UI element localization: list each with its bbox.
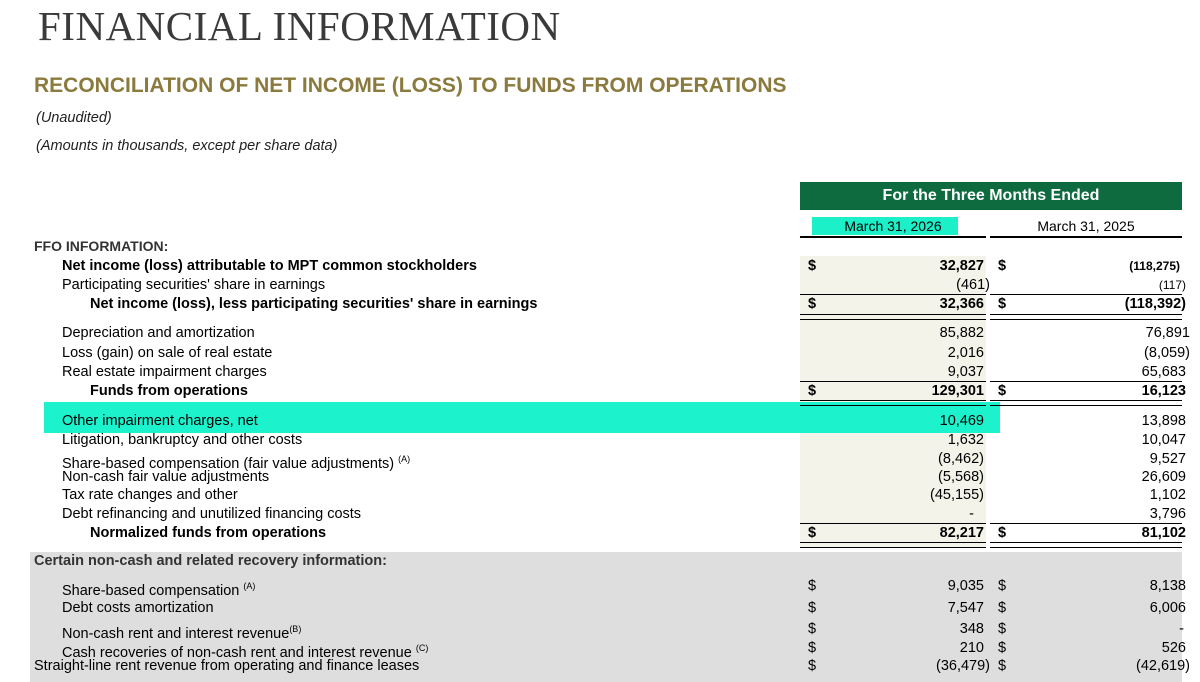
value-2026: 210 bbox=[959, 640, 984, 656]
currency-symbol: $ bbox=[998, 383, 1007, 399]
row-label: Participating securities' share in earnings bbox=[62, 277, 326, 293]
value-2026: (461) bbox=[956, 277, 990, 293]
footnote-marker: (A) bbox=[243, 581, 256, 591]
currency-symbol: $ bbox=[998, 578, 1007, 594]
ffo-section-heading: FFO INFORMATION: bbox=[34, 238, 169, 254]
column-header-2026: March 31, 2026 bbox=[844, 218, 942, 234]
row-label: Depreciation and amortization bbox=[62, 325, 255, 341]
value-2025: 8,138 bbox=[1149, 578, 1186, 594]
row-label: Non-cash fair value adjustments bbox=[62, 469, 270, 485]
value-2026: 7,547 bbox=[947, 600, 984, 616]
table-row bbox=[0, 324, 1200, 343]
value-2026: 85,882 bbox=[939, 325, 984, 341]
table-row bbox=[0, 431, 1200, 450]
table-row bbox=[0, 412, 1200, 431]
table-row bbox=[0, 257, 1200, 276]
table-row bbox=[0, 344, 1200, 363]
value-2025: 81,102 bbox=[1141, 525, 1186, 541]
table-row bbox=[0, 524, 1200, 543]
value-2025: - bbox=[1179, 621, 1184, 637]
page-title: FINANCIAL INFORMATION bbox=[38, 3, 561, 49]
table-row bbox=[0, 577, 1200, 599]
table-row bbox=[0, 295, 1200, 314]
row-label: Funds from operations bbox=[90, 383, 248, 399]
total-rule bbox=[990, 314, 1182, 320]
footnote-marker: (B) bbox=[289, 624, 302, 634]
row-label: Straight-line rent revenue from operating and finance leases bbox=[34, 658, 420, 674]
row-label: Real estate impairment charges bbox=[62, 364, 267, 380]
footnote-marker: (A) bbox=[398, 454, 411, 464]
row-label: Loss (gain) on sale of real estate bbox=[62, 345, 273, 361]
value-2025: 1,102 bbox=[1149, 487, 1186, 503]
value-2025: 16,123 bbox=[1141, 383, 1186, 399]
currency-symbol: $ bbox=[998, 258, 1007, 274]
currency-symbol: $ bbox=[998, 640, 1007, 656]
currency-symbol: $ bbox=[808, 621, 817, 637]
row-label bbox=[62, 577, 255, 601]
value-2025: 9,527 bbox=[1149, 451, 1186, 467]
row-label-text: Cash recoveries of non-cash rent and interest revenue bbox=[62, 645, 412, 661]
column-header-rule-2025 bbox=[990, 236, 1182, 238]
non-cash-section-heading: Certain non-cash and related recovery information: bbox=[34, 553, 387, 569]
currency-symbol: $ bbox=[998, 621, 1007, 637]
value-2025: 65,683 bbox=[1141, 364, 1186, 380]
total-rule bbox=[800, 400, 986, 406]
value-2025: (42,619) bbox=[1135, 658, 1190, 674]
period-header-band: For the Three Months Ended bbox=[800, 182, 1182, 210]
value-2026: 1,632 bbox=[947, 432, 984, 448]
currency-symbol: $ bbox=[808, 578, 817, 594]
report-subtitle: RECONCILIATION OF NET INCOME (LOSS) TO FUNDS FROM OPERATIONS bbox=[34, 74, 787, 97]
value-2025: 13,898 bbox=[1141, 413, 1186, 429]
row-label: Net income (loss) attributable to MPT common stockholders bbox=[62, 258, 477, 274]
value-2025: (117) bbox=[1158, 278, 1186, 292]
table-row bbox=[0, 620, 1200, 642]
value-2026: (36,479) bbox=[935, 658, 990, 674]
table-row bbox=[0, 486, 1200, 505]
value-2025: 26,609 bbox=[1141, 469, 1186, 485]
value-2025: (118,275) bbox=[1129, 259, 1180, 273]
total-rule bbox=[990, 400, 1182, 406]
value-2026: 348 bbox=[959, 621, 984, 637]
value-2026: 82,217 bbox=[939, 525, 984, 541]
total-rule bbox=[990, 542, 1182, 548]
currency-symbol: $ bbox=[808, 525, 817, 541]
row-label: Debt costs amortization bbox=[62, 600, 214, 616]
currency-symbol: $ bbox=[808, 600, 817, 616]
value-2026: 9,037 bbox=[947, 364, 984, 380]
value-2026: (45,155) bbox=[929, 487, 984, 503]
row-label-text: Share-based compensation bbox=[62, 583, 240, 599]
row-label-text: Non-cash rent and interest revenue bbox=[62, 626, 290, 642]
amounts-note: (Amounts in thousands, except per share data) bbox=[36, 138, 338, 154]
value-2025: 526 bbox=[1161, 640, 1186, 656]
row-label: Normalized funds from operations bbox=[90, 525, 327, 541]
value-2025: 3,796 bbox=[1149, 506, 1186, 522]
column-header-2025: March 31, 2025 bbox=[1037, 218, 1135, 234]
currency-symbol: $ bbox=[808, 383, 817, 399]
value-2026: 2,016 bbox=[947, 345, 984, 361]
value-2025: (8,059) bbox=[1144, 345, 1190, 361]
value-2026: 10,469 bbox=[939, 413, 984, 429]
table-row bbox=[0, 276, 1200, 295]
value-2026: (8,462) bbox=[938, 451, 984, 467]
row-label: Net income (loss), less participating securities' share in earnings bbox=[90, 296, 538, 312]
currency-symbol: $ bbox=[998, 525, 1007, 541]
table-row bbox=[0, 468, 1200, 487]
currency-symbol: $ bbox=[998, 600, 1007, 616]
table-row bbox=[0, 363, 1200, 382]
table-row bbox=[0, 599, 1200, 618]
currency-symbol: $ bbox=[808, 258, 817, 274]
table-row bbox=[0, 639, 1200, 661]
value-2026: (5,568) bbox=[938, 469, 984, 485]
footnote-marker: (C) bbox=[415, 643, 429, 653]
total-rule bbox=[800, 542, 986, 548]
table-row bbox=[0, 450, 1200, 472]
table-row bbox=[0, 382, 1200, 401]
value-2025: (118,392) bbox=[1124, 296, 1186, 312]
table-row bbox=[0, 657, 1200, 676]
value-2026: 32,366 bbox=[939, 296, 984, 312]
value-2026: 32,827 bbox=[939, 258, 984, 274]
table-row bbox=[0, 505, 1200, 524]
row-label: Litigation, bankruptcy and other costs bbox=[62, 432, 303, 448]
value-2026: 9,035 bbox=[947, 578, 984, 594]
row-label: Other impairment charges, net bbox=[62, 413, 258, 429]
row-label: Debt refinancing and unutilized financing costs bbox=[62, 506, 362, 522]
total-rule bbox=[800, 314, 986, 320]
value-2026: - bbox=[969, 506, 974, 522]
value-2025: 76,891 bbox=[1145, 325, 1190, 341]
currency-symbol: $ bbox=[808, 658, 817, 674]
value-2026: 129,301 bbox=[931, 383, 984, 399]
row-label-text: Share-based compensation (fair value adjustments) bbox=[62, 456, 395, 472]
currency-symbol: $ bbox=[808, 296, 817, 312]
column-header-rule-2026 bbox=[800, 236, 986, 238]
unaudited-note: (Unaudited) bbox=[36, 110, 112, 126]
value-2025: 6,006 bbox=[1149, 600, 1186, 616]
value-2025: 10,047 bbox=[1141, 432, 1186, 448]
currency-symbol: $ bbox=[998, 296, 1007, 312]
row-label: Tax rate changes and other bbox=[62, 487, 238, 503]
currency-symbol: $ bbox=[998, 658, 1007, 674]
currency-symbol: $ bbox=[808, 640, 817, 656]
